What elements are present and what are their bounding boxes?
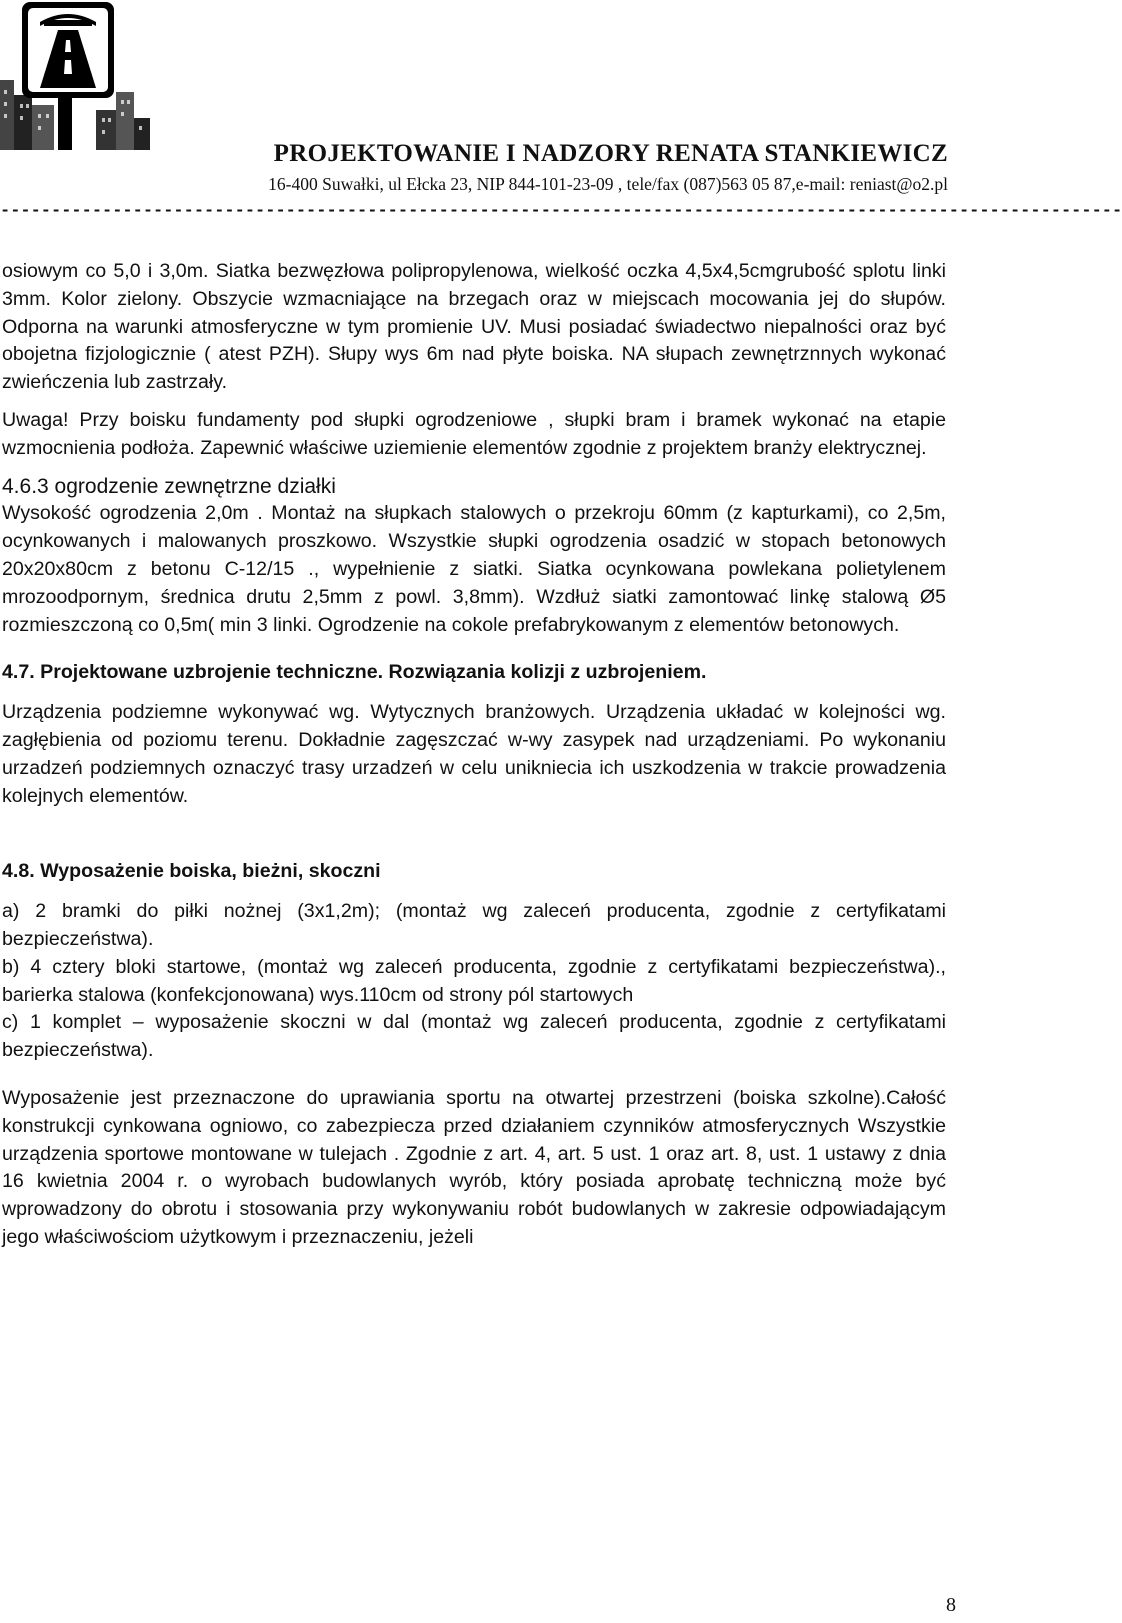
list-item-c: c) 1 komplet – wyposażenie skoczni w dal (montaż wg zaleceń producenta, zgodnie z certyfikatami bezpieczeństwa). xyxy=(2,1011,946,1062)
paragraph-utilities: Urządzenia podziemne wykonywać wg. Wytycznych branżowych. Urządzenia układać w kolejności wg. zagłębienia od poziomu terenu. Dokładnie zagęszczać w-wy zasypek nad urządzeniami. Po wykonaniu urzadzeń podziemnych oznaczyć trasy urzadzeń w celu unikniecia ich uszkodzenia w trakcie prowadzenia kolejnych elementów. xyxy=(2,701,946,807)
document-body xyxy=(2,258,946,1252)
paragraph-net-spec: osiowym co 5,0 i 3,0m. Siatka bezwęzłowa polipropylenowa, wielkość oczka 4,5x4,5cmgrubość splotu linki 3mm. Kolor zielony. Obszycie wzmacniające na brzegach oraz w miejscach mocowania jej do słupów. Odporna na warunki atmosferyczne w tym promienie UV. Musi posiadać świadectwo niepalności oraz być obojetna fizjologicznie ( atest PZH). Słupy wys 6m nad płyte boiska. NA słupach zewnętrznnych wykonać zwieńczenia lub zastrzały. xyxy=(2,260,946,394)
header-divider: -------------------------------------------------------------------------------------------------------------- xyxy=(0,202,1122,221)
company-contact: 16-400 Suwałki, ul Ełcka 23, NIP 844-101-23-09 , tele/fax (087)563 05 87,e-mail: reniast@o2.pl xyxy=(268,174,948,194)
paragraph-fence-spec: Wysokość ogrodzenia 2,0m . Montaż na słupkach stalowych o przekroju 60mm (z kapturkami), co 2,5m, ocynkowanych i malowanych proszkowo. Wszystkie słupki ogrodzenia osadzić w stopach betonowych 20x20x80cm z betonu C-12/15 ., wypełnienie z siatki. Siatka ocynkowana powlekana polietylenem mrozoodpornym, średnica drutu 2,5mm z powl. 3,8mm). Wzdłuż siatki zamontować linkę stalową Ø5 rozmieszczoną co 0,5m( min 3 linki. Ogrodzenie na cokole prefabrykowanym z elementów betonowych. xyxy=(2,502,946,636)
company-logo xyxy=(0,0,150,150)
page-number: 8 xyxy=(946,1594,956,1616)
section-heading-4-6-3: 4.6.3 ogrodzenie zewnętrzne działki xyxy=(2,474,336,498)
section-heading-4-7: 4.7. Projektowane uzbrojenie techniczne. Rozwiązania kolizji z uzbrojeniem. xyxy=(2,661,707,684)
list-item-a: a) 2 bramki do piłki nożnej (3x1,2m); (montaż wg zaleceń producenta, zgodnie z certyfikatami bezpieczeństwa). xyxy=(2,900,946,950)
company-name: PROJEKTOWANIE I NADZORY RENATA STANKIEWICZ xyxy=(273,140,948,167)
paragraph-equipment: Wyposażenie jest przeznaczone do uprawiania sportu na otwartej przestrzeni (boiska szkolne).Całość konstrukcji cynkowana ogniowo, co zabezpiecza przed działaniem czynników atmosferycznych Wszystkie urządzenia sportowe montowane w tulejach . Zgodnie z art. 4, art. 5 ust. 1 oraz art. 8, ust. 1 ustawy z dnia 16 kwietnia 2004 r. o wyrobach budowlanych wyrób, który posiada aprobatę techniczną może być wprowadzony do obrotu i stosowania przy wykonywaniu robót budowlanych w zakresie odpowiadającym jego właściwościom użytkowym i przeznaczeniu, jeżeli xyxy=(2,1086,946,1248)
list-item-b: b) 4 cztery bloki startowe, (montaż wg zaleceń producenta, zgodnie z certyfikatami bezpieczeństwa)., barierka stalowa (konfekcjonowana) wys.110cm od strony pól startowych xyxy=(2,955,946,1006)
section-heading-4-8: 4.8. Wyposażenie boiska, bieżni, skoczni xyxy=(2,860,381,883)
paragraph-warning: Uwaga! Przy boisku fundamenty pod słupki ogrodzeniowe , słupki bram i bramek wykonać na etapie wzmocnienia podłoża. Zapewnić właściwe uziemienie elementów zgodnie z projektem branży elektrycznej. xyxy=(2,408,946,459)
